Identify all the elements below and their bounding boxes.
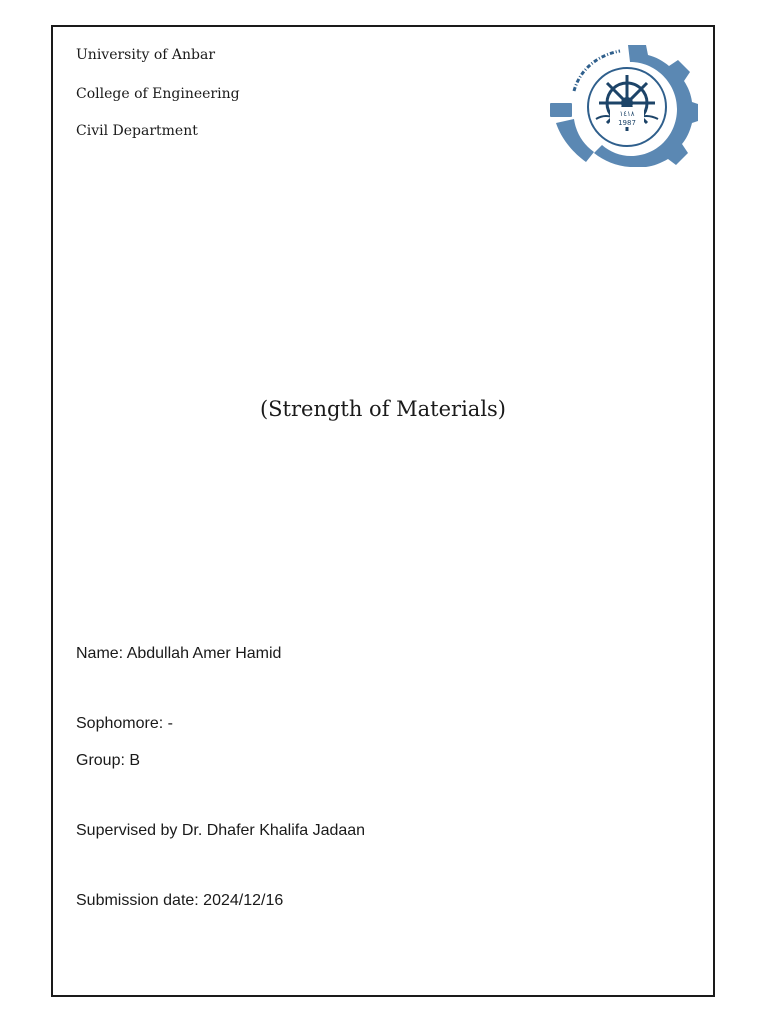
seal-year-hijri: ١٤١٨ bbox=[619, 110, 635, 118]
group-line: Group: B bbox=[76, 752, 141, 769]
seal-year: 1987 bbox=[618, 119, 636, 127]
student-name: Name: Abdullah Amer Hamid bbox=[76, 645, 282, 662]
submission-date: Submission date: 2024/12/16 bbox=[76, 892, 284, 909]
document-title: (Strength of Materials) bbox=[259, 397, 507, 421]
document-page bbox=[51, 25, 715, 997]
department-name: Civil Department bbox=[76, 123, 198, 139]
college-name: College of Engineering bbox=[76, 86, 240, 102]
supervisor-line: Supervised by Dr. Dhafer Khalifa Jadaan bbox=[76, 822, 366, 839]
university-name: University of Anbar bbox=[76, 47, 216, 63]
university-of-anbar-seal-icon bbox=[550, 41, 698, 167]
sophomore-line: Sophomore: - bbox=[76, 715, 173, 732]
